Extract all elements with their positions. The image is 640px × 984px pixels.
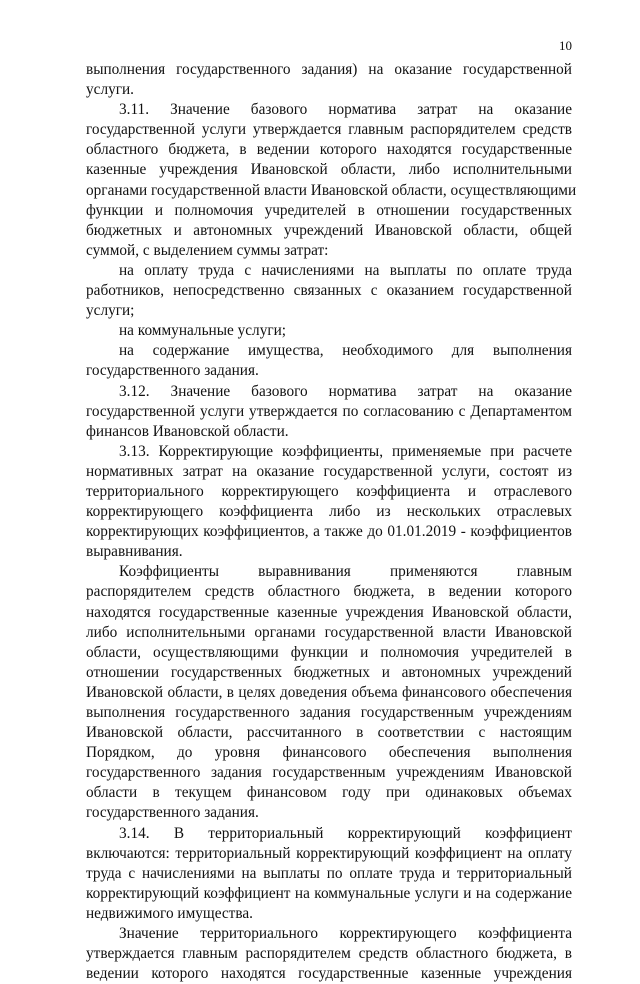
text-line: выравнивания. bbox=[86, 543, 183, 561]
text-line: областного бюджета, в ведении которого находятся государственные bbox=[86, 141, 572, 159]
text-line: на коммунальные услуги; bbox=[119, 322, 287, 340]
text-line: Коэффициенты выравнивания применяются главным bbox=[119, 563, 572, 581]
text-line: бюджетных и автономных учреждений Ивановской области, общей bbox=[86, 221, 572, 239]
text-line: корректирующего коэффициента либо из нескольких отраслевых bbox=[86, 503, 572, 521]
text-line: либо исполнительными органами государственной власти Ивановской bbox=[86, 623, 572, 641]
text-line: распорядителем средств областного бюджета, в ведении которого bbox=[86, 583, 572, 601]
text-line: утверждается главным распорядителем средств областного бюджета, в bbox=[86, 945, 572, 963]
text-line: области в текущем финансовом году при одинаковых объемах bbox=[86, 784, 572, 802]
page-number: 10 bbox=[559, 38, 572, 53]
text-line: Значение территориального корректирующего коэффициента bbox=[119, 925, 572, 943]
text-line: на оплату труда с начислениями на выплаты по оплате труда bbox=[119, 261, 572, 279]
text-line: государственной услуги утверждается главным распорядителем средств bbox=[86, 121, 572, 139]
text-line: услуги; bbox=[86, 302, 135, 320]
text-line: нормативных затрат на оказание государственной услуги, состоят из bbox=[86, 462, 572, 480]
text-line: труда с начислениями на выплаты по оплате труда и территориальный bbox=[86, 864, 572, 882]
text-line: Ивановской области, в целях доведения объема финансового обеспечения bbox=[86, 683, 572, 701]
text-line: находятся государственные казенные учреждения Ивановской области, bbox=[86, 603, 572, 621]
text-line: органами государственной власти Ивановской области, осуществляющими bbox=[86, 181, 577, 199]
text-line: Ивановской области, рассчитанного в соответствии с настоящим bbox=[86, 724, 572, 742]
text-line: 3.13. Корректирующие коэффициенты, применяемые при расчете bbox=[119, 442, 572, 460]
text-line: выполнения государственного задания) на оказание государственной bbox=[86, 61, 572, 78]
text-line: корректирующих коэффициентов, а также до 01.01.2019 - коэффициентов bbox=[86, 523, 572, 541]
text-line: работников, непосредственно связанных с оказанием государственной bbox=[86, 282, 572, 300]
text-line: 3.14. В территориальный корректирующий коэффициент bbox=[119, 824, 572, 842]
text-line: функции и полномочия учредителей в отношении государственных bbox=[86, 201, 572, 219]
text-line: на содержание имущества, необходимого для выполнения bbox=[119, 342, 572, 360]
text-line: 3.11. Значение базового норматива затрат на оказание bbox=[119, 101, 572, 119]
text-line: государственного задания. bbox=[86, 804, 259, 822]
document-body bbox=[86, 60, 577, 984]
text-line: государственной услуги утверждается по согласованию с Департаментом bbox=[86, 402, 572, 420]
text-line: суммой, с выделением суммы затрат: bbox=[86, 241, 329, 259]
text-line: Порядком, до уровня финансового обеспечения выполнения bbox=[86, 744, 572, 762]
text-line: услуги. bbox=[86, 81, 135, 99]
text-line: финансов Ивановской области. bbox=[86, 422, 289, 440]
text-line: государственного задания. bbox=[86, 362, 259, 380]
text-line: выполнения государственного задания государственным учреждениям bbox=[86, 704, 572, 721]
text-line: территориального корректирующего коэффициента и отраслевого bbox=[86, 482, 572, 500]
text-line: области, осуществляющими функции и полномочия учредителей в bbox=[86, 643, 572, 661]
text-line: отношении государственных бюджетных и автономных учреждений bbox=[86, 663, 572, 681]
text-line: государственного задания государственным учреждениям Ивановской bbox=[86, 764, 572, 782]
text-line: 3.12. Значение базового норматива затрат на оказание bbox=[119, 382, 572, 400]
text-line: включаются: территориальный корректирующий коэффициент на оплату bbox=[86, 844, 572, 862]
text-line: недвижимого имущества. bbox=[86, 904, 253, 922]
text-line: казенные учреждения Ивановской области, либо исполнительными bbox=[86, 161, 572, 179]
text-line: корректирующий коэффициент на коммунальные услуги и на содержание bbox=[86, 884, 572, 902]
text-line: ведении которого находятся государственные казенные учреждения bbox=[86, 965, 572, 983]
